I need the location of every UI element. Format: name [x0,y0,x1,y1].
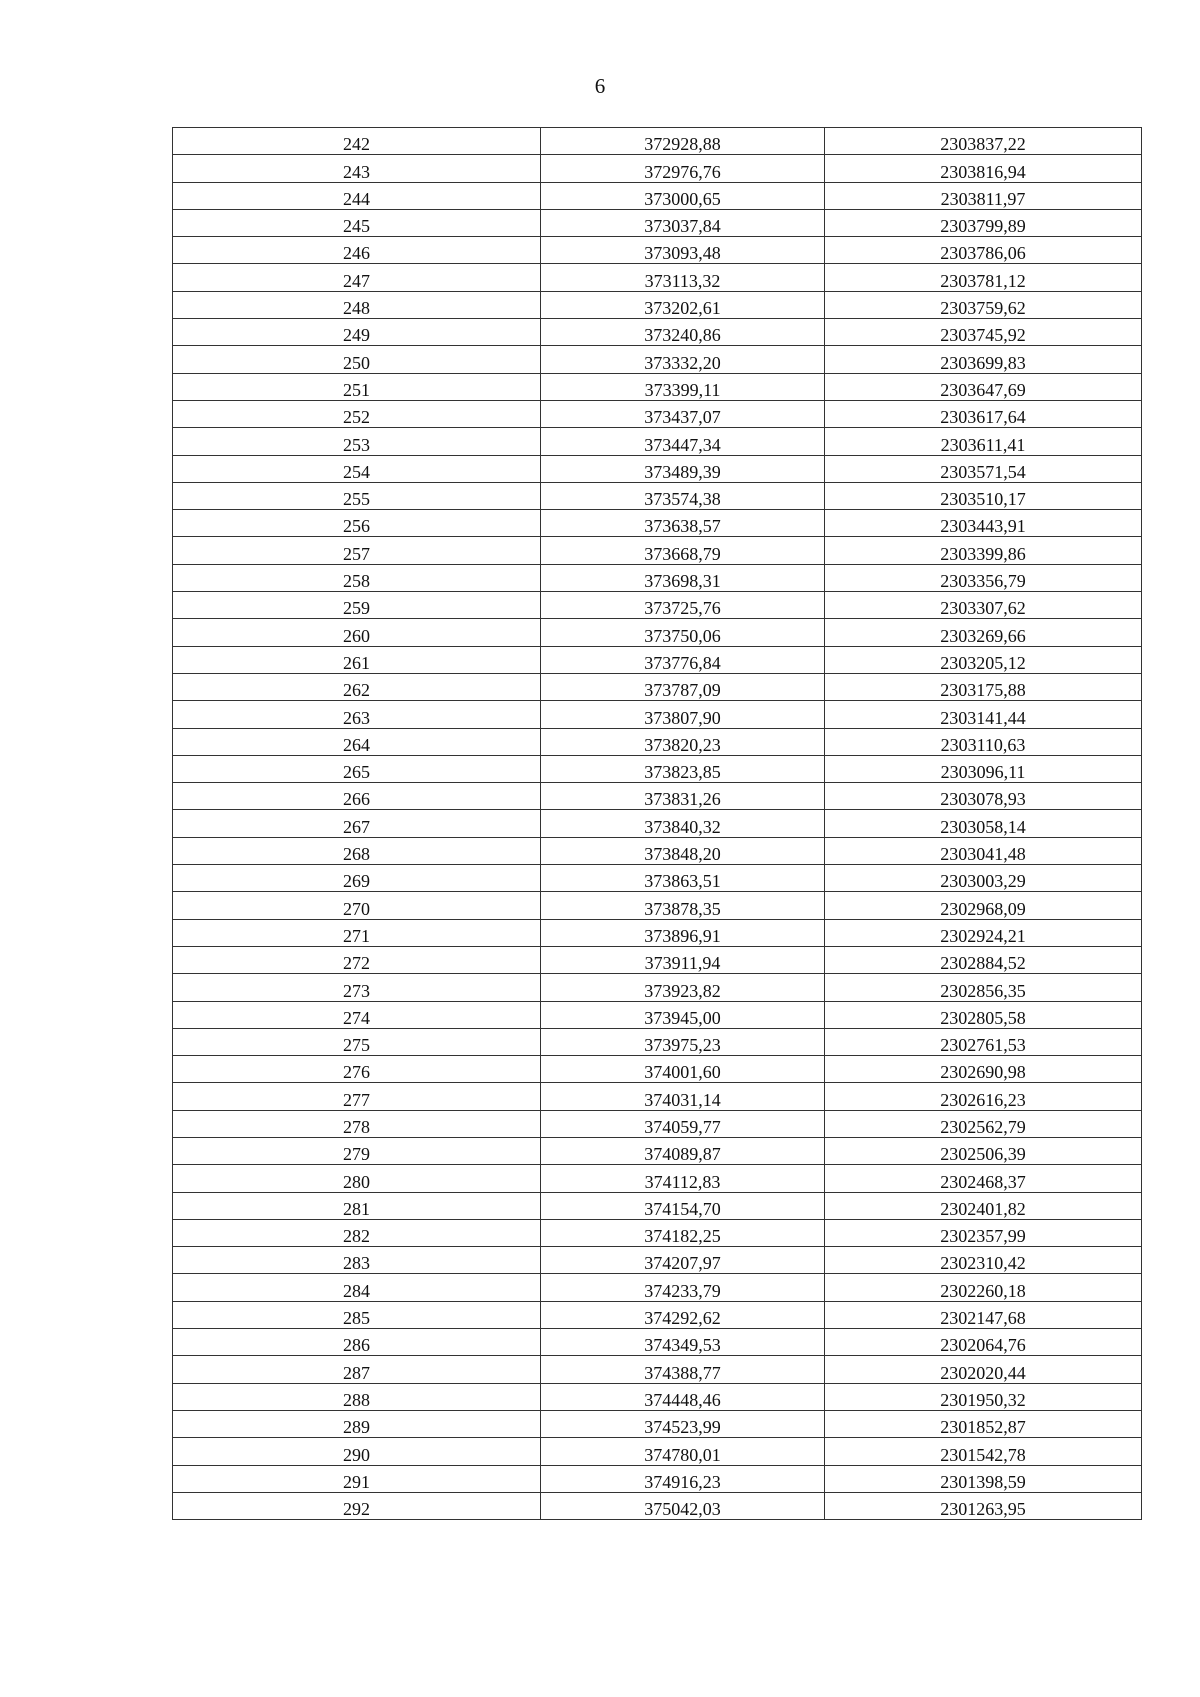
y-coordinate-cell: 2302064,76 [825,1329,1142,1356]
point-number-cell: 283 [173,1247,541,1274]
table-row [173,1137,1142,1164]
table-row [173,810,1142,837]
y-coordinate-cell: 2301542,78 [825,1438,1142,1465]
x-coordinate-cell: 374780,01 [541,1438,825,1465]
y-coordinate-cell: 2303571,54 [825,455,1142,482]
y-coordinate-cell: 2303617,64 [825,400,1142,427]
point-number-cell: 291 [173,1465,541,1492]
y-coordinate-cell: 2303175,88 [825,673,1142,700]
point-number-cell: 273 [173,974,541,1001]
point-number-cell: 281 [173,1192,541,1219]
y-coordinate-cell: 2302357,99 [825,1219,1142,1246]
table-row [173,1438,1142,1465]
table-row [173,673,1142,700]
x-coordinate-cell: 374059,77 [541,1110,825,1137]
x-coordinate-cell: 373911,94 [541,946,825,973]
x-coordinate-cell: 374523,99 [541,1410,825,1437]
table-row [173,646,1142,673]
x-coordinate-cell: 373787,09 [541,673,825,700]
x-coordinate-cell: 372976,76 [541,155,825,182]
x-coordinate-cell: 374292,62 [541,1301,825,1328]
x-coordinate-cell: 373831,26 [541,783,825,810]
table-row [173,619,1142,646]
y-coordinate-cell: 2302761,53 [825,1028,1142,1055]
y-coordinate-cell: 2302468,37 [825,1165,1142,1192]
x-coordinate-cell: 374001,60 [541,1056,825,1083]
y-coordinate-cell: 2303745,92 [825,319,1142,346]
point-number-cell: 243 [173,155,541,182]
x-coordinate-cell: 372928,88 [541,128,825,155]
table-row [173,455,1142,482]
y-coordinate-cell: 2303699,83 [825,346,1142,373]
point-number-cell: 287 [173,1356,541,1383]
point-number-cell: 268 [173,837,541,864]
table-row [173,291,1142,318]
point-number-cell: 280 [173,1165,541,1192]
point-number-cell: 254 [173,455,541,482]
x-coordinate-cell: 374388,77 [541,1356,825,1383]
point-number-cell: 250 [173,346,541,373]
x-coordinate-cell: 373725,76 [541,592,825,619]
y-coordinate-cell: 2302310,42 [825,1247,1142,1274]
y-coordinate-cell: 2303799,89 [825,209,1142,236]
point-number-cell: 282 [173,1219,541,1246]
point-number-cell: 286 [173,1329,541,1356]
x-coordinate-cell: 373923,82 [541,974,825,1001]
x-coordinate-cell: 373863,51 [541,865,825,892]
y-coordinate-cell: 2303096,11 [825,755,1142,782]
table-row [173,346,1142,373]
x-coordinate-cell: 373447,34 [541,428,825,455]
point-number-cell: 252 [173,400,541,427]
x-coordinate-cell: 374916,23 [541,1465,825,1492]
table-row [173,755,1142,782]
x-coordinate-cell: 373820,23 [541,728,825,755]
table-row [173,155,1142,182]
point-number-cell: 256 [173,510,541,537]
table-row [173,1356,1142,1383]
table-row [173,1165,1142,1192]
x-coordinate-cell: 373000,65 [541,182,825,209]
x-coordinate-cell: 373202,61 [541,291,825,318]
point-number-cell: 270 [173,892,541,919]
point-number-cell: 284 [173,1274,541,1301]
x-coordinate-cell: 374089,87 [541,1137,825,1164]
point-number-cell: 259 [173,592,541,619]
x-coordinate-cell: 373240,86 [541,319,825,346]
y-coordinate-cell: 2302401,82 [825,1192,1142,1219]
y-coordinate-cell: 2302924,21 [825,919,1142,946]
point-number-cell: 277 [173,1083,541,1110]
point-number-cell: 244 [173,182,541,209]
table-row [173,974,1142,1001]
x-coordinate-cell: 373113,32 [541,264,825,291]
table-row [173,1329,1142,1356]
y-coordinate-cell: 2302020,44 [825,1356,1142,1383]
x-coordinate-cell: 374112,83 [541,1165,825,1192]
x-coordinate-cell: 373776,84 [541,646,825,673]
point-number-cell: 257 [173,537,541,564]
y-coordinate-cell: 2303356,79 [825,564,1142,591]
y-coordinate-cell: 2302616,23 [825,1083,1142,1110]
table-row [173,1274,1142,1301]
y-coordinate-cell: 2303269,66 [825,619,1142,646]
point-number-cell: 274 [173,1001,541,1028]
y-coordinate-cell: 2303816,94 [825,155,1142,182]
table-row [173,1028,1142,1055]
y-coordinate-cell: 2303837,22 [825,128,1142,155]
y-coordinate-cell: 2303611,41 [825,428,1142,455]
table-row [173,510,1142,537]
point-number-cell: 272 [173,946,541,973]
point-number-cell: 279 [173,1137,541,1164]
page-number: 6 [594,74,606,98]
table-row [173,400,1142,427]
point-number-cell: 267 [173,810,541,837]
table-row [173,1247,1142,1274]
x-coordinate-cell: 374448,46 [541,1383,825,1410]
point-number-cell: 285 [173,1301,541,1328]
x-coordinate-cell: 373698,31 [541,564,825,591]
x-coordinate-cell: 373840,32 [541,810,825,837]
table-row [173,701,1142,728]
x-coordinate-cell: 373848,20 [541,837,825,864]
point-number-cell: 265 [173,755,541,782]
y-coordinate-cell: 2302506,39 [825,1137,1142,1164]
point-number-cell: 288 [173,1383,541,1410]
point-number-cell: 276 [173,1056,541,1083]
x-coordinate-cell: 373093,48 [541,237,825,264]
table-row [173,837,1142,864]
table-row [173,783,1142,810]
y-coordinate-cell: 2302260,18 [825,1274,1142,1301]
table-row [173,428,1142,455]
y-coordinate-cell: 2301398,59 [825,1465,1142,1492]
point-number-cell: 253 [173,428,541,455]
x-coordinate-cell: 373823,85 [541,755,825,782]
x-coordinate-cell: 374031,14 [541,1083,825,1110]
table-row [173,237,1142,264]
point-number-cell: 248 [173,291,541,318]
x-coordinate-cell: 373668,79 [541,537,825,564]
point-number-cell: 251 [173,373,541,400]
point-number-cell: 290 [173,1438,541,1465]
table-row [173,946,1142,973]
point-number-cell: 246 [173,237,541,264]
table-row [173,1110,1142,1137]
y-coordinate-cell: 2303443,91 [825,510,1142,537]
point-number-cell: 275 [173,1028,541,1055]
x-coordinate-cell: 375042,03 [541,1492,825,1519]
table-row [173,182,1142,209]
point-number-cell: 278 [173,1110,541,1137]
y-coordinate-cell: 2301852,87 [825,1410,1142,1437]
x-coordinate-cell: 373037,84 [541,209,825,236]
table-row [173,865,1142,892]
y-coordinate-cell: 2302856,35 [825,974,1142,1001]
point-number-cell: 266 [173,783,541,810]
x-coordinate-cell: 373878,35 [541,892,825,919]
table-row [173,1083,1142,1110]
point-number-cell: 255 [173,482,541,509]
point-number-cell: 258 [173,564,541,591]
point-number-cell: 264 [173,728,541,755]
table-row [173,728,1142,755]
point-number-cell: 269 [173,865,541,892]
point-number-cell: 261 [173,646,541,673]
table-row [173,892,1142,919]
table-row [173,564,1142,591]
point-number-cell: 262 [173,673,541,700]
table-row [173,209,1142,236]
table-row [173,1001,1142,1028]
y-coordinate-cell: 2303003,29 [825,865,1142,892]
coordinates-table [172,127,1142,1520]
y-coordinate-cell: 2303141,44 [825,701,1142,728]
table-row [173,482,1142,509]
y-coordinate-cell: 2303078,93 [825,783,1142,810]
table-row [173,1219,1142,1246]
x-coordinate-cell: 373638,57 [541,510,825,537]
x-coordinate-cell: 373332,20 [541,346,825,373]
point-number-cell: 260 [173,619,541,646]
x-coordinate-cell: 374207,97 [541,1247,825,1274]
x-coordinate-cell: 374154,70 [541,1192,825,1219]
table-row [173,1383,1142,1410]
x-coordinate-cell: 373896,91 [541,919,825,946]
table-row [173,373,1142,400]
point-number-cell: 289 [173,1410,541,1437]
y-coordinate-cell: 2302690,98 [825,1056,1142,1083]
y-coordinate-cell: 2302562,79 [825,1110,1142,1137]
table-row [173,1410,1142,1437]
table-row [173,264,1142,291]
y-coordinate-cell: 2303510,17 [825,482,1142,509]
table-row [173,919,1142,946]
x-coordinate-cell: 373807,90 [541,701,825,728]
table-row [173,1056,1142,1083]
x-coordinate-cell: 373750,06 [541,619,825,646]
y-coordinate-cell: 2303786,06 [825,237,1142,264]
y-coordinate-cell: 2303041,48 [825,837,1142,864]
point-number-cell: 245 [173,209,541,236]
y-coordinate-cell: 2303110,63 [825,728,1142,755]
point-number-cell: 271 [173,919,541,946]
table-row [173,1192,1142,1219]
x-coordinate-cell: 374182,25 [541,1219,825,1246]
point-number-cell: 292 [173,1492,541,1519]
y-coordinate-cell: 2302968,09 [825,892,1142,919]
table-row [173,128,1142,155]
y-coordinate-cell: 2303058,14 [825,810,1142,837]
point-number-cell: 263 [173,701,541,728]
table-row [173,319,1142,346]
y-coordinate-cell: 2302884,52 [825,946,1142,973]
x-coordinate-cell: 373437,07 [541,400,825,427]
table-row [173,1492,1142,1519]
table-row [173,537,1142,564]
x-coordinate-cell: 373574,38 [541,482,825,509]
x-coordinate-cell: 373399,11 [541,373,825,400]
y-coordinate-cell: 2303205,12 [825,646,1142,673]
coordinates-table-body [173,128,1142,1520]
y-coordinate-cell: 2303399,86 [825,537,1142,564]
y-coordinate-cell: 2302805,58 [825,1001,1142,1028]
y-coordinate-cell: 2303781,12 [825,264,1142,291]
y-coordinate-cell: 2301950,32 [825,1383,1142,1410]
table-row [173,1465,1142,1492]
x-coordinate-cell: 374233,79 [541,1274,825,1301]
x-coordinate-cell: 374349,53 [541,1329,825,1356]
x-coordinate-cell: 373975,23 [541,1028,825,1055]
y-coordinate-cell: 2303759,62 [825,291,1142,318]
x-coordinate-cell: 373489,39 [541,455,825,482]
y-coordinate-cell: 2303307,62 [825,592,1142,619]
point-number-cell: 249 [173,319,541,346]
y-coordinate-cell: 2301263,95 [825,1492,1142,1519]
point-number-cell: 242 [173,128,541,155]
table-row [173,1301,1142,1328]
y-coordinate-cell: 2303647,69 [825,373,1142,400]
table-row [173,592,1142,619]
point-number-cell: 247 [173,264,541,291]
y-coordinate-cell: 2302147,68 [825,1301,1142,1328]
y-coordinate-cell: 2303811,97 [825,182,1142,209]
x-coordinate-cell: 373945,00 [541,1001,825,1028]
